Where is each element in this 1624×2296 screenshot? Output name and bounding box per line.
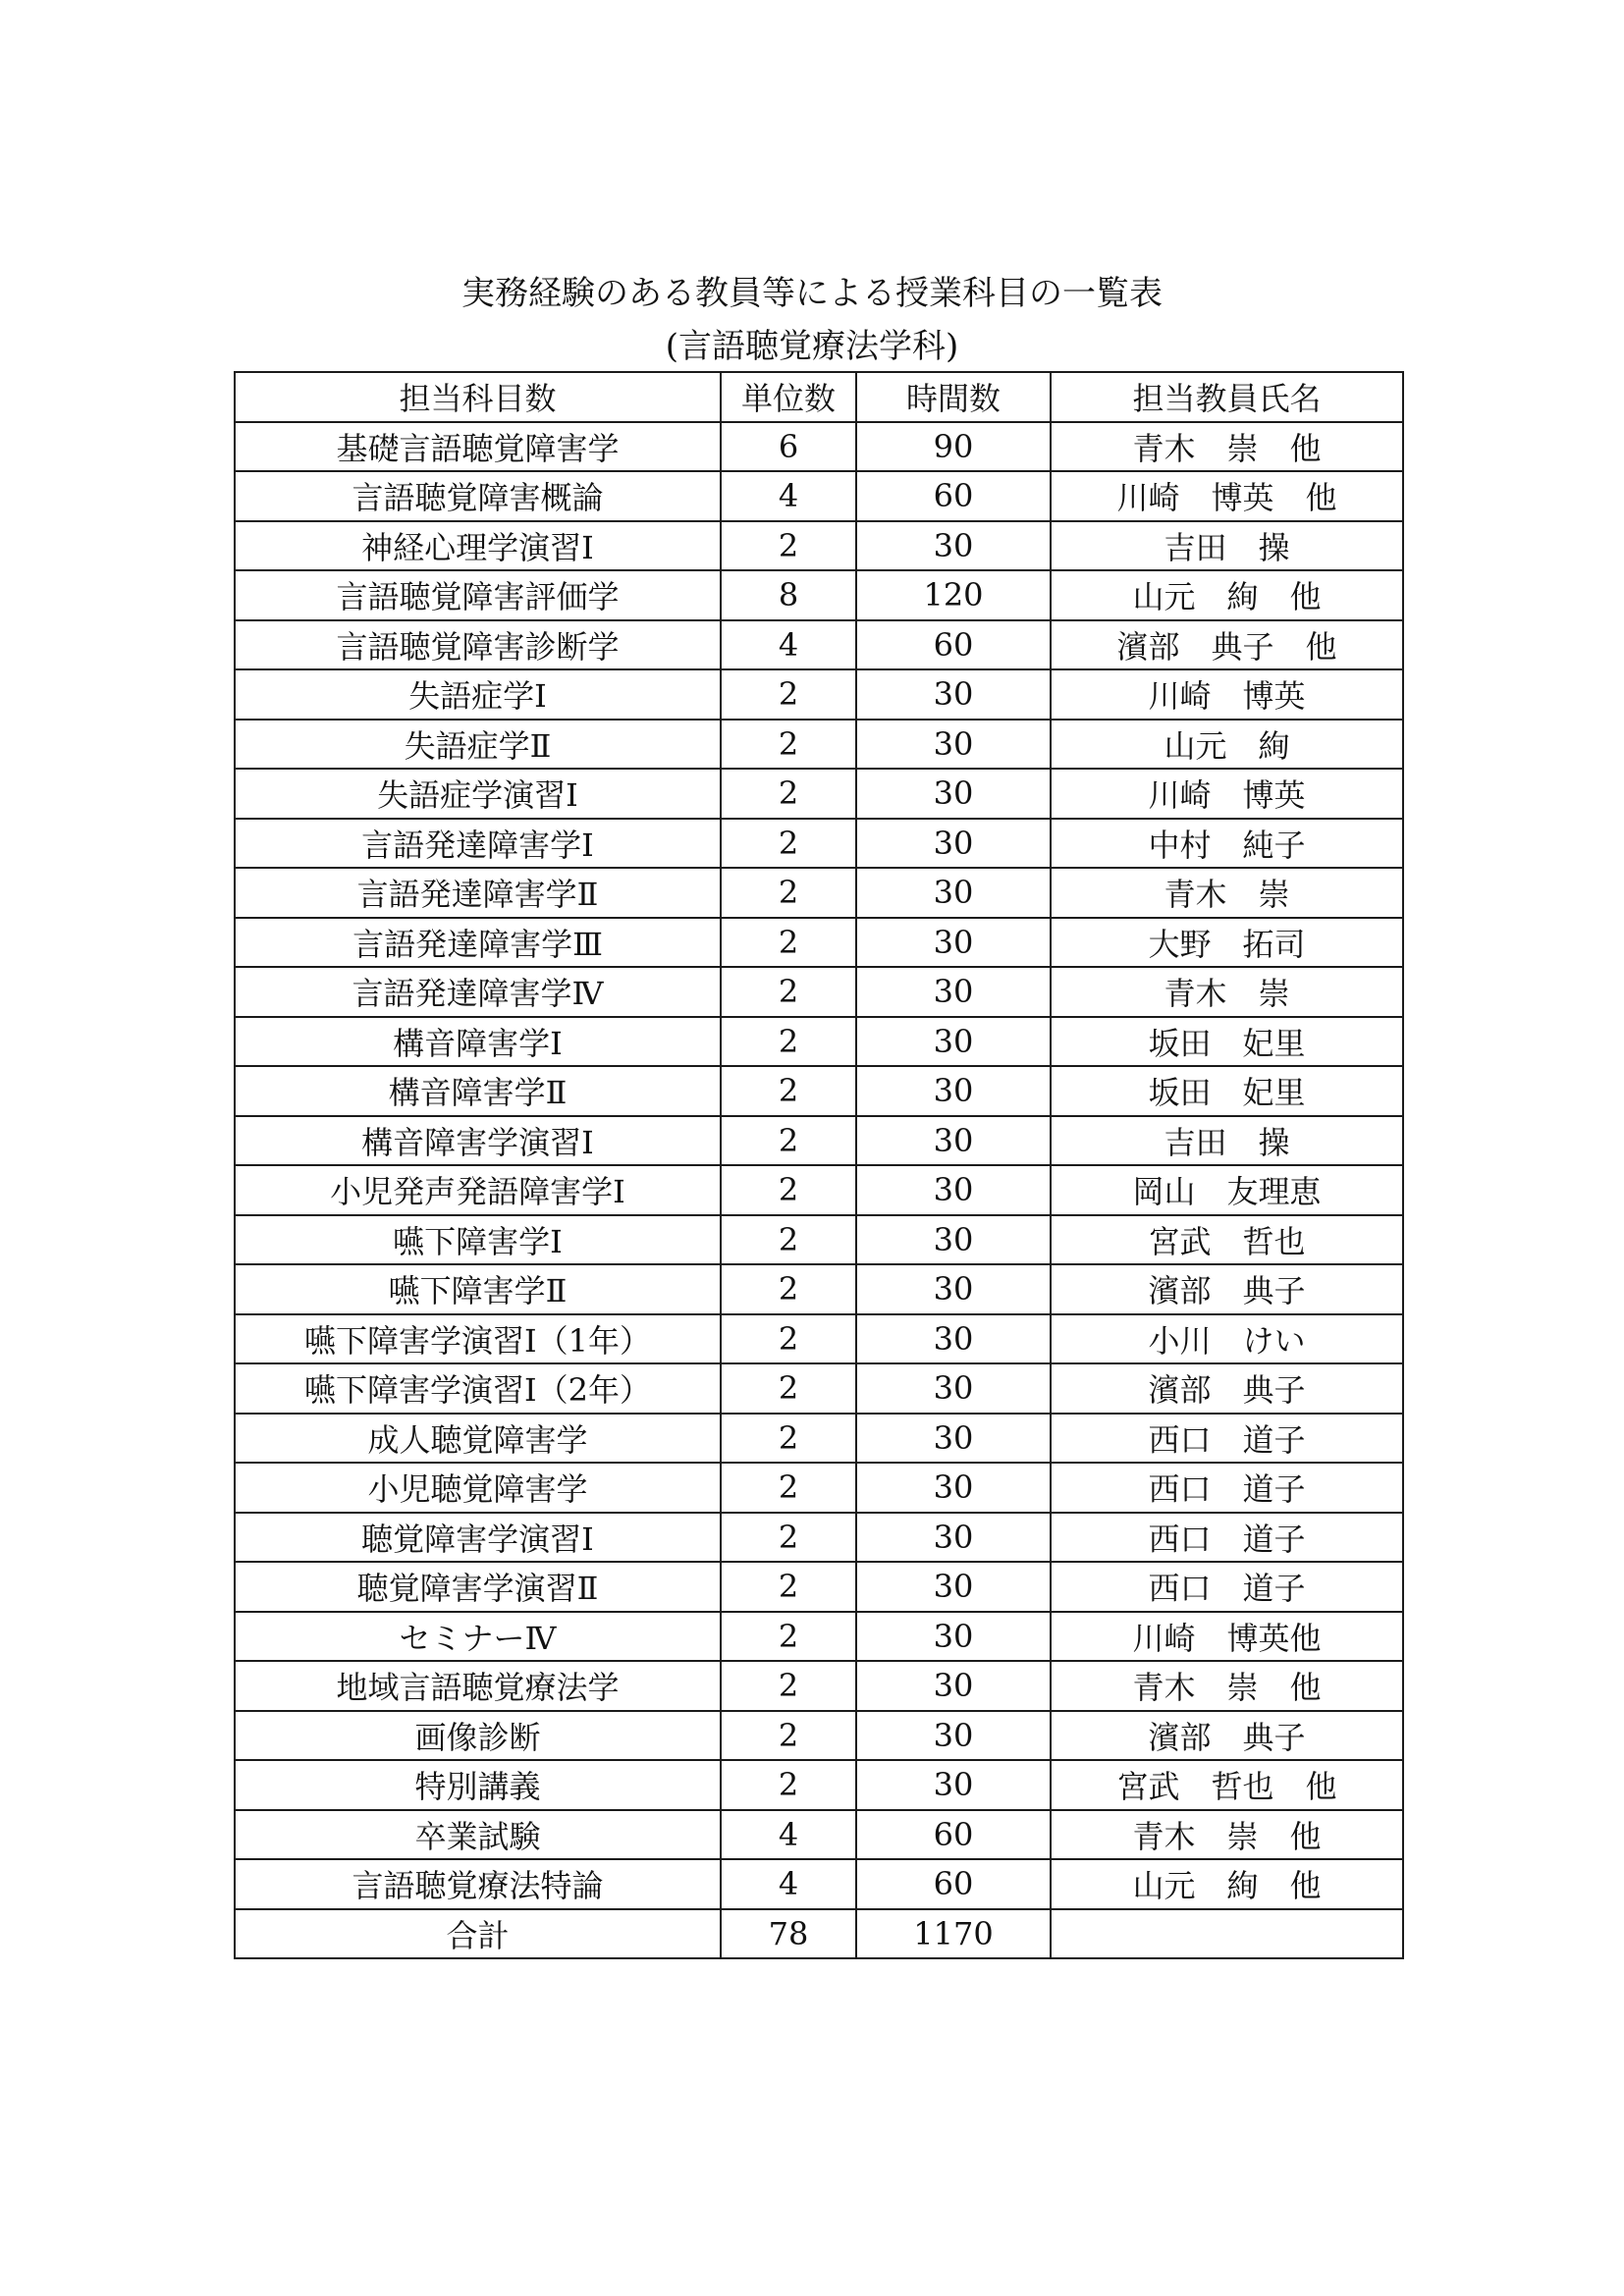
total-teacher [1051,1909,1403,1959]
table-row [235,1513,1403,1563]
cell-subject: 言語聴覚障害診断学 [235,620,721,670]
total-row [235,1909,1403,1959]
cell-teacher: 吉田 操 [1051,1116,1403,1166]
table-header-row [235,372,1403,422]
cell-subject: 聴覚障害学演習Ⅱ [235,1562,721,1612]
cell-credits: 2 [721,1463,856,1513]
cell-subject: 構音障害学Ⅱ [235,1066,721,1116]
cell-credits: 2 [721,1017,856,1067]
total-label: 合計 [235,1909,721,1959]
cell-credits: 2 [721,1711,856,1761]
table-row [235,1017,1403,1067]
cell-credits: 2 [721,868,856,918]
cell-hours: 30 [856,720,1051,770]
cell-teacher: 青木 崇 他 [1051,1661,1403,1711]
cell-hours: 30 [856,521,1051,571]
cell-credits: 2 [721,967,856,1017]
cell-subject: 失語症学Ⅱ [235,720,721,770]
table-row [235,1562,1403,1612]
table-row [235,1711,1403,1761]
cell-teacher: 青木 崇 [1051,967,1403,1017]
cell-teacher: 山元 絢 他 [1051,570,1403,620]
cell-credits: 2 [721,521,856,571]
cell-hours: 30 [856,967,1051,1017]
cell-subject: 画像診断 [235,1711,721,1761]
cell-teacher: 山元 絢 他 [1051,1859,1403,1909]
cell-teacher: 西口 道子 [1051,1414,1403,1464]
table-row [235,1612,1403,1662]
table-row [235,620,1403,670]
cell-teacher: 中村 純子 [1051,819,1403,869]
document-title: 実務経験のある教員等による授業科目の一覧表 [461,274,1163,313]
header-subject: 担当科目数 [235,372,721,422]
table-row [235,1859,1403,1909]
cell-hours: 30 [856,1066,1051,1116]
table-row [235,1066,1403,1116]
cell-hours: 30 [856,669,1051,720]
cell-credits: 4 [721,620,856,670]
cell-hours: 30 [856,1264,1051,1314]
cell-hours: 60 [856,471,1051,521]
table-row [235,918,1403,968]
cell-hours: 30 [856,1414,1051,1464]
cell-hours: 30 [856,769,1051,819]
total-hours: 1170 [856,1909,1051,1959]
cell-credits: 2 [721,720,856,770]
table-row [235,1661,1403,1711]
cell-teacher: 西口 道子 [1051,1562,1403,1612]
table-row [235,1810,1403,1860]
header-teacher: 担当教員氏名 [1051,372,1403,422]
table-row [235,1165,1403,1215]
cell-subject: 聴覚障害学演習Ⅰ [235,1513,721,1563]
cell-teacher: 濱部 典子 他 [1051,620,1403,670]
cell-subject: セミナーⅣ [235,1612,721,1662]
total-credits: 78 [721,1909,856,1959]
cell-subject: 嚥下障害学Ⅱ [235,1264,721,1314]
cell-teacher: 西口 道子 [1051,1463,1403,1513]
cell-teacher: 青木 崇 他 [1051,1810,1403,1860]
cell-subject: 言語聴覚障害概論 [235,471,721,521]
cell-credits: 2 [721,1562,856,1612]
cell-teacher: 川崎 博英 [1051,669,1403,720]
cell-credits: 2 [721,918,856,968]
cell-hours: 30 [856,1215,1051,1265]
cell-subject: 卒業試験 [235,1810,721,1860]
cell-credits: 6 [721,422,856,472]
cell-teacher: 濱部 典子 [1051,1264,1403,1314]
table-body [235,422,1403,1909]
course-table [234,371,1404,1959]
cell-subject: 言語発達障害学Ⅱ [235,868,721,918]
cell-subject: 失語症学Ⅰ [235,669,721,720]
cell-credits: 8 [721,570,856,620]
cell-credits: 2 [721,819,856,869]
cell-hours: 30 [856,1760,1051,1810]
cell-teacher: 坂田 妃里 [1051,1017,1403,1067]
table-row [235,1363,1403,1414]
cell-hours: 30 [856,1612,1051,1662]
cell-subject: 地域言語聴覚療法学 [235,1661,721,1711]
cell-credits: 2 [721,1314,856,1364]
cell-teacher: 川崎 博英 他 [1051,471,1403,521]
cell-teacher: 西口 道子 [1051,1513,1403,1563]
cell-subject: 失語症学演習Ⅰ [235,769,721,819]
cell-subject: 嚥下障害学演習Ⅰ（2年） [235,1363,721,1414]
table-row [235,1215,1403,1265]
cell-credits: 2 [721,1116,856,1166]
table-row [235,1463,1403,1513]
table-row [235,1760,1403,1810]
cell-credits: 2 [721,669,856,720]
cell-teacher: 宮武 哲也 他 [1051,1760,1403,1810]
table-row [235,967,1403,1017]
cell-teacher: 川崎 博英 [1051,769,1403,819]
table-row [235,769,1403,819]
cell-subject: 成人聴覚障害学 [235,1414,721,1464]
cell-teacher: 小川 けい [1051,1314,1403,1364]
cell-subject: 言語発達障害学Ⅰ [235,819,721,869]
cell-hours: 30 [856,1562,1051,1612]
cell-hours: 30 [856,1017,1051,1067]
cell-subject: 特別講義 [235,1760,721,1810]
cell-teacher: 濱部 典子 [1051,1363,1403,1414]
cell-subject: 基礎言語聴覚障害学 [235,422,721,472]
cell-hours: 30 [856,1363,1051,1414]
header-hours: 時間数 [856,372,1051,422]
cell-teacher: 吉田 操 [1051,521,1403,571]
cell-subject: 小児発声発語障害学Ⅰ [235,1165,721,1215]
table-row [235,868,1403,918]
table-row [235,669,1403,720]
cell-teacher: 大野 拓司 [1051,918,1403,968]
header-credits: 単位数 [721,372,856,422]
cell-credits: 4 [721,1859,856,1909]
cell-hours: 30 [856,1116,1051,1166]
cell-teacher: 山元 絢 [1051,720,1403,770]
cell-hours: 60 [856,1810,1051,1860]
cell-teacher: 青木 崇 他 [1051,422,1403,472]
cell-teacher: 青木 崇 [1051,868,1403,918]
cell-hours: 30 [856,1513,1051,1563]
table-row [235,521,1403,571]
table-row [235,1116,1403,1166]
table-row [235,1414,1403,1464]
cell-subject: 嚥下障害学Ⅰ [235,1215,721,1265]
table-row [235,422,1403,472]
cell-subject: 嚥下障害学演習Ⅰ（1年） [235,1314,721,1364]
document-subtitle: (言語聴覚療法学科) [665,327,959,366]
cell-teacher: 坂田 妃里 [1051,1066,1403,1116]
table-row [235,1314,1403,1364]
cell-subject: 構音障害学演習Ⅰ [235,1116,721,1166]
cell-hours: 30 [856,1711,1051,1761]
cell-credits: 2 [721,1414,856,1464]
cell-credits: 2 [721,1760,856,1810]
cell-credits: 4 [721,1810,856,1860]
cell-subject: 言語聴覚障害評価学 [235,570,721,620]
cell-hours: 90 [856,422,1051,472]
cell-credits: 2 [721,1661,856,1711]
table-row [235,570,1403,620]
cell-subject: 構音障害学Ⅰ [235,1017,721,1067]
cell-hours: 30 [856,1661,1051,1711]
cell-subject: 言語発達障害学Ⅳ [235,967,721,1017]
cell-credits: 2 [721,1066,856,1116]
table-row [235,471,1403,521]
table-row [235,720,1403,770]
cell-hours: 120 [856,570,1051,620]
cell-hours: 60 [856,620,1051,670]
cell-credits: 2 [721,1215,856,1265]
cell-teacher: 川崎 博英他 [1051,1612,1403,1662]
cell-hours: 60 [856,1859,1051,1909]
cell-credits: 2 [721,1165,856,1215]
cell-hours: 30 [856,1165,1051,1215]
cell-subject: 神経心理学演習Ⅰ [235,521,721,571]
cell-hours: 30 [856,1463,1051,1513]
cell-subject: 小児聴覚障害学 [235,1463,721,1513]
cell-subject: 言語聴覚療法特論 [235,1859,721,1909]
cell-credits: 4 [721,471,856,521]
cell-credits: 2 [721,769,856,819]
cell-hours: 30 [856,1314,1051,1364]
table-row [235,819,1403,869]
cell-credits: 2 [721,1612,856,1662]
cell-hours: 30 [856,819,1051,869]
cell-subject: 言語発達障害学Ⅲ [235,918,721,968]
cell-credits: 2 [721,1264,856,1314]
cell-credits: 2 [721,1513,856,1563]
table-row [235,1264,1403,1314]
cell-teacher: 宮武 哲也 [1051,1215,1403,1265]
cell-hours: 30 [856,918,1051,968]
cell-teacher: 岡山 友理恵 [1051,1165,1403,1215]
cell-hours: 30 [856,868,1051,918]
cell-credits: 2 [721,1363,856,1414]
cell-teacher: 濱部 典子 [1051,1711,1403,1761]
